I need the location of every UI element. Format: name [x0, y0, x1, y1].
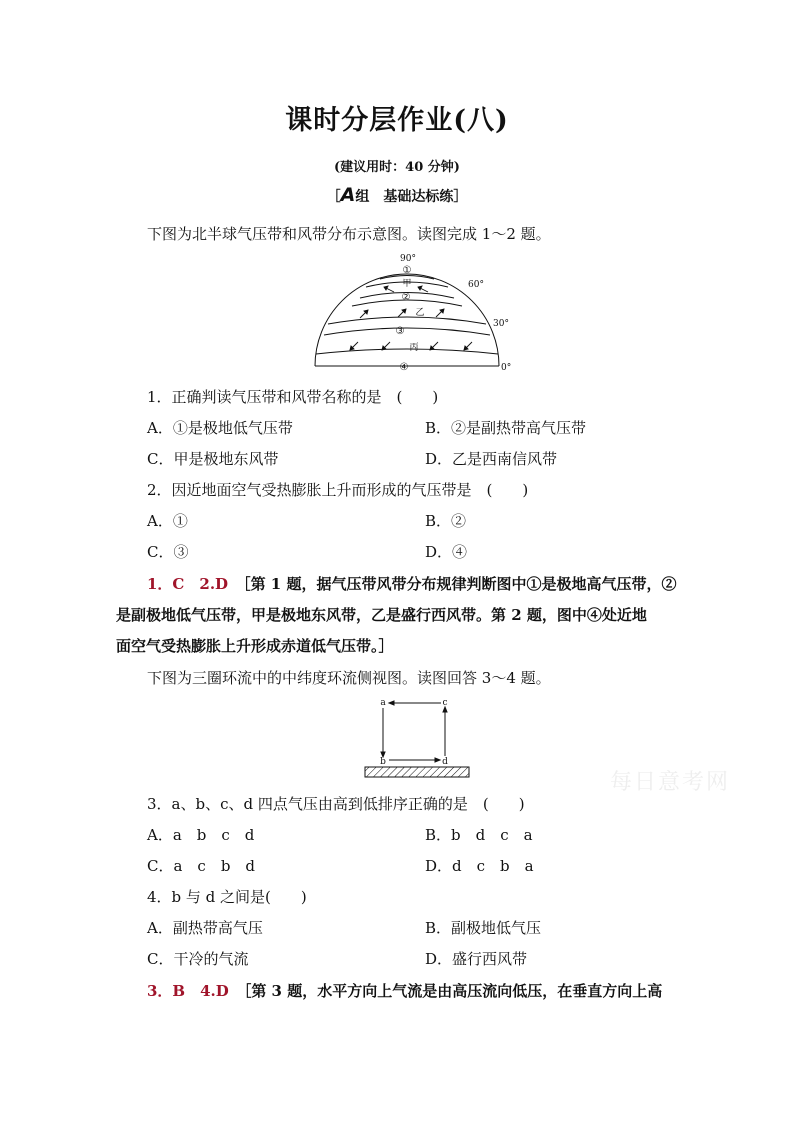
answer-3-4-text-1: ［第 3 题，水平方向上气流是由高压流向低压，在垂直方向上高	[243, 982, 663, 1000]
intro-q3-4: 下图为三圈环流中的中纬度环流侧视图。读图回答 3～4 题。	[147, 669, 551, 687]
q4-option-b: B．副极地低气压	[425, 919, 542, 937]
pressure-wind-belts-figure	[300, 252, 515, 374]
q3-stem: 3．a、b、c、d 四点气压由高到低排序正确的是 ( )	[147, 795, 525, 813]
zone-1-label: ①	[402, 265, 412, 276]
mid-latitude-circulation-figure	[362, 696, 472, 782]
belt-line-5	[328, 317, 486, 324]
q1-option-c: C．甲是极地东风带	[147, 450, 279, 468]
group-heading	[0, 184, 794, 206]
belt-line-6	[324, 328, 490, 335]
point-c: c	[442, 698, 448, 708]
lat-30: 30°	[493, 319, 509, 329]
answer-key-1-2: 1．C 2.D	[147, 575, 229, 593]
zone-2-label: ②	[401, 292, 411, 303]
q2-option-d: D．④	[425, 543, 468, 561]
point-d: d	[442, 757, 448, 767]
lat-90: 90°	[400, 254, 416, 264]
q3-option-a: A．a b c d	[147, 826, 255, 844]
zone-yi-label: 乙	[415, 308, 425, 318]
q1-option-b: B．②是副热带高气压带	[425, 419, 587, 437]
answer-1-2-line1	[147, 573, 676, 594]
lat-0: 0°	[501, 363, 512, 373]
lat-60: 60°	[468, 280, 484, 290]
group-letter: A	[340, 184, 356, 206]
answer-1-2-text-1: ［第 1 题，据气压带风带分布规律判断图中①是极地高气压带，②	[243, 575, 677, 593]
zone-bing-label: 丙	[409, 343, 419, 353]
q2-option-b: B．②	[425, 512, 467, 530]
answer-1-2-line3: 面空气受热膨胀上升形成赤道低气压带。］	[116, 637, 394, 655]
answer-key-3-4: 3．B 4.D	[147, 982, 229, 1000]
belt-line-7	[316, 349, 498, 354]
bracket-right: ］	[453, 189, 468, 205]
point-a: a	[380, 698, 386, 708]
intro-q1-2: 下图为北半球气压带和风带分布示意图。读图完成 1～2 题。	[147, 225, 551, 243]
zone-jia-label: 甲	[402, 279, 412, 289]
zone-4-label: ④	[399, 362, 409, 373]
answer-1-2-line2: 是副极地低气压带，甲是极地东风带，乙是盛行西风带。第 2 题，图中④处近地	[116, 606, 647, 624]
watermark-logo: 每日意考网	[610, 770, 731, 795]
q4-option-d: D．盛行西风带	[425, 950, 528, 968]
q2-option-a: A．①	[147, 512, 188, 530]
point-b: b	[380, 757, 386, 767]
group-label: 组 基础达标练	[355, 189, 454, 205]
q3-option-c: C．a c b d	[147, 857, 256, 875]
q2-stem: 2．因近地面空气受热膨胀上升而形成的气压带是 ( )	[147, 481, 529, 499]
zone-3-label: ③	[395, 326, 405, 337]
q1-stem: 1．正确判读气压带和风带名称的是 ( )	[147, 388, 439, 406]
q4-option-c: C．干冷的气流	[147, 950, 249, 968]
q4-option-a: A．副热带高气压	[147, 919, 263, 937]
q3-option-b: B．b d c a	[425, 826, 533, 844]
bracket-left: ［	[326, 189, 341, 205]
q3-option-d: D．d c b a	[425, 857, 534, 875]
ground-surface	[365, 767, 469, 777]
q1-option-d: D．乙是西南信风带	[425, 450, 558, 468]
page-title: 课时分层作业(八)	[285, 105, 509, 136]
q1-option-a: A．①是极地低气压带	[147, 419, 293, 437]
q2-option-c: C．③	[147, 543, 189, 561]
suggested-time: (建议用时：40 分钟)	[334, 160, 460, 175]
q4-stem: 4．b 与 d 之间是( )	[147, 888, 307, 906]
answer-3-4-line1	[147, 980, 662, 1001]
